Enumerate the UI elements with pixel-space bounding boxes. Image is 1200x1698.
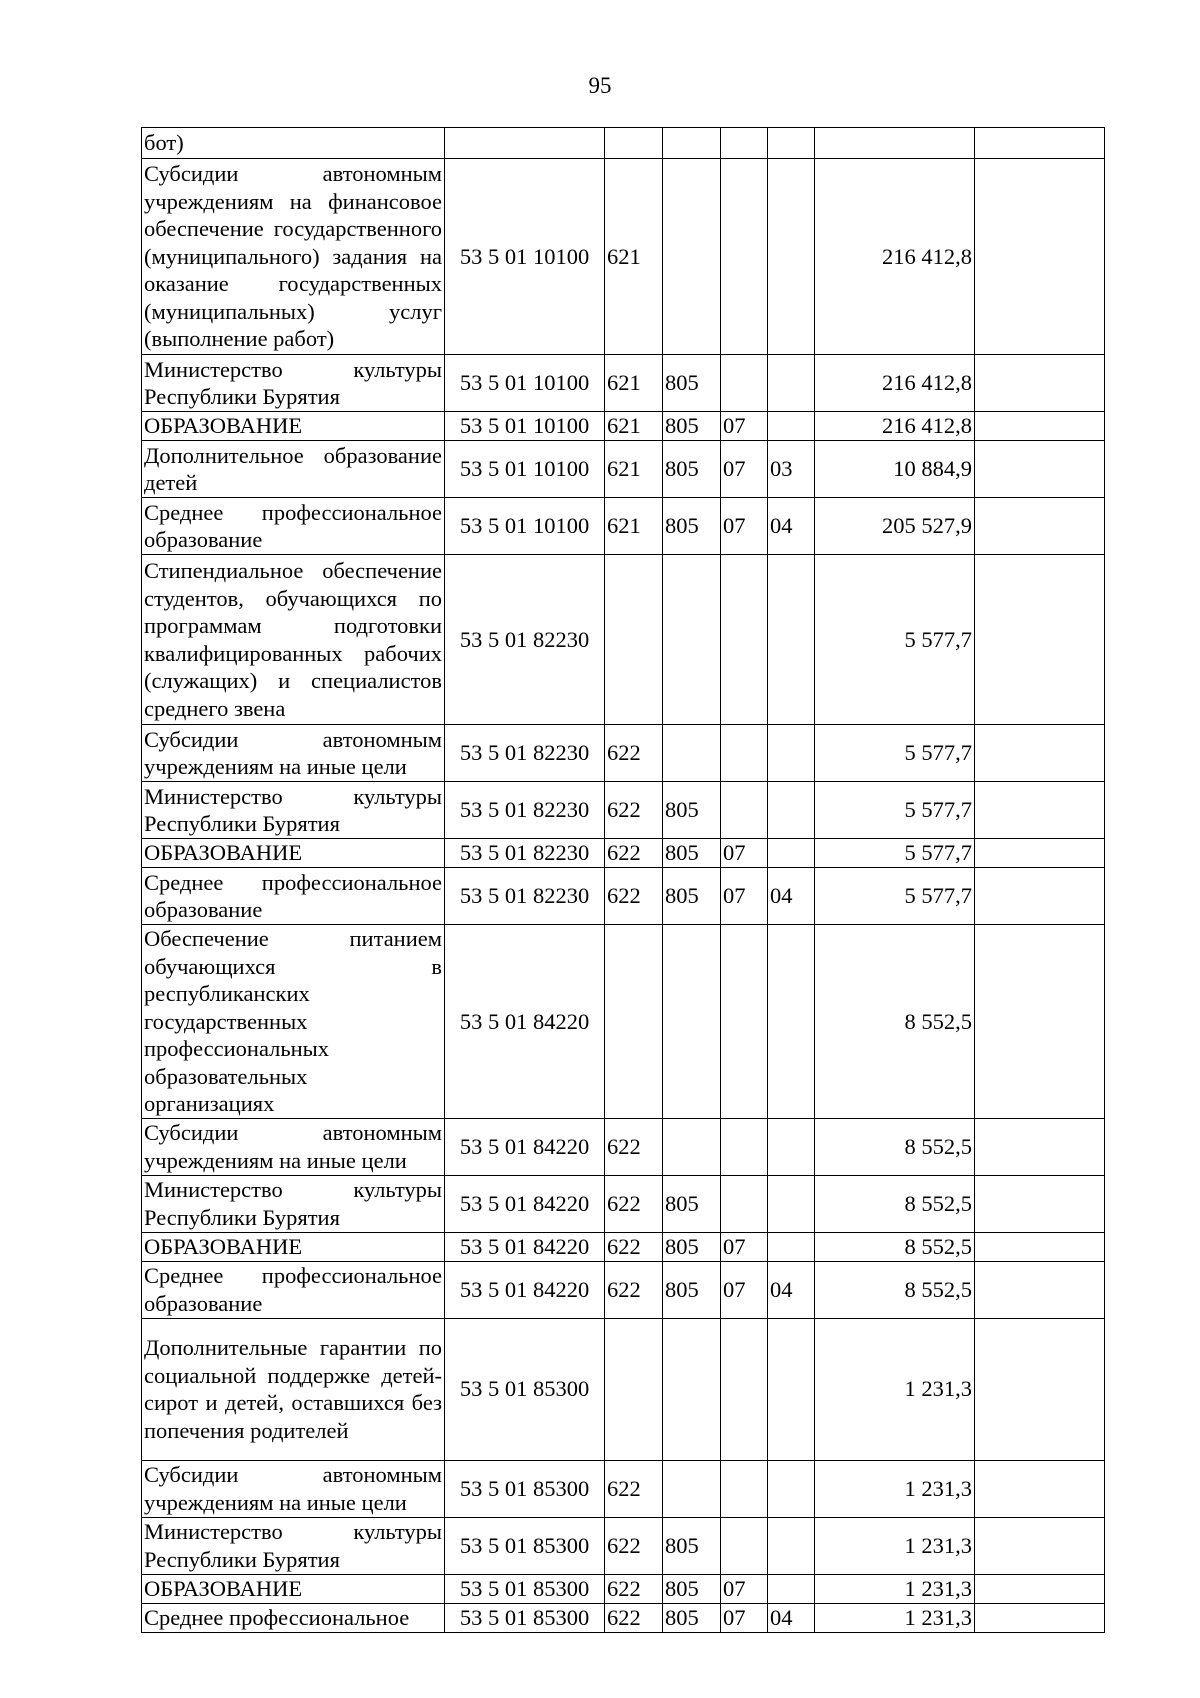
target-article-cell: 53 5 01 84220	[445, 1175, 605, 1232]
section-cell: 07	[721, 1261, 768, 1318]
ministry-code-cell	[663, 1460, 721, 1517]
amount-cell: 8 552,5	[815, 1118, 975, 1175]
ministry-code-cell	[663, 555, 721, 725]
amount-cell: 1 231,3	[815, 1460, 975, 1517]
expense-type-cell: 622	[605, 725, 663, 782]
section-cell	[721, 1318, 768, 1460]
row-name-cell: ОБРАЗОВАНИЕ	[142, 839, 445, 868]
target-article-cell: 53 5 01 82230	[445, 782, 605, 839]
section-cell	[721, 555, 768, 725]
expense-type-cell: 622	[605, 1574, 663, 1603]
expense-type-cell: 621	[605, 159, 663, 355]
target-article-cell: 53 5 01 84220	[445, 925, 605, 1119]
section-cell	[721, 1175, 768, 1232]
table-row	[142, 725, 1105, 782]
subsection-cell	[768, 1574, 815, 1603]
amount-cell: 1 231,3	[815, 1603, 975, 1632]
empty-cell	[975, 1603, 1105, 1632]
empty-cell	[975, 868, 1105, 925]
table-row	[142, 1318, 1105, 1460]
subsection-cell	[768, 725, 815, 782]
amount-cell: 216 412,8	[815, 355, 975, 412]
amount-cell: 5 577,7	[815, 725, 975, 782]
table-row	[142, 159, 1105, 355]
ministry-code-cell: 805	[663, 868, 721, 925]
table-body	[142, 128, 1105, 1633]
section-cell: 07	[721, 498, 768, 555]
table-row	[142, 498, 1105, 555]
subsection-cell	[768, 1460, 815, 1517]
table-row	[142, 782, 1105, 839]
expense-type-cell: 622	[605, 868, 663, 925]
subsection-cell	[768, 1175, 815, 1232]
section-cell: 07	[721, 1232, 768, 1261]
target-article-cell: 53 5 01 10100	[445, 498, 605, 555]
expense-type-cell: 622	[605, 782, 663, 839]
target-article-cell: 53 5 01 85300	[445, 1574, 605, 1603]
expense-type-cell: 622	[605, 1603, 663, 1632]
subsection-cell	[768, 1318, 815, 1460]
table-row	[142, 1574, 1105, 1603]
amount-cell: 216 412,8	[815, 412, 975, 441]
ministry-code-cell: 805	[663, 441, 721, 498]
table-row	[142, 1460, 1105, 1517]
table-row	[142, 128, 1105, 159]
target-article-cell: 53 5 01 85300	[445, 1517, 605, 1574]
amount-cell: 8 552,5	[815, 1261, 975, 1318]
table-row	[142, 1232, 1105, 1261]
empty-cell	[975, 725, 1105, 782]
amount-cell: 5 577,7	[815, 839, 975, 868]
section-cell: 07	[721, 868, 768, 925]
empty-cell	[975, 441, 1105, 498]
ministry-code-cell	[663, 1318, 721, 1460]
section-cell	[721, 1460, 768, 1517]
section-cell	[721, 128, 768, 159]
subsection-cell	[768, 355, 815, 412]
section-cell	[721, 1517, 768, 1574]
ministry-code-cell	[663, 725, 721, 782]
subsection-cell	[768, 925, 815, 1119]
expense-type-cell	[605, 1318, 663, 1460]
empty-cell	[975, 925, 1105, 1119]
expense-type-cell	[605, 128, 663, 159]
subsection-cell	[768, 839, 815, 868]
expense-type-cell: 621	[605, 412, 663, 441]
expense-type-cell: 622	[605, 1460, 663, 1517]
target-article-cell: 53 5 01 82230	[445, 839, 605, 868]
section-cell	[721, 355, 768, 412]
empty-cell	[975, 1460, 1105, 1517]
row-name-cell: Министерство культуры Республики Бурятия	[142, 355, 445, 412]
section-cell	[721, 725, 768, 782]
target-article-cell: 53 5 01 85300	[445, 1460, 605, 1517]
row-name-cell: Среднее профессиональное образование	[142, 868, 445, 925]
amount-cell: 5 577,7	[815, 868, 975, 925]
amount-cell: 1 231,3	[815, 1517, 975, 1574]
row-name-cell: ОБРАЗОВАНИЕ	[142, 1574, 445, 1603]
amount-cell: 8 552,5	[815, 1232, 975, 1261]
expense-type-cell: 622	[605, 1261, 663, 1318]
ministry-code-cell	[663, 1118, 721, 1175]
expense-type-cell	[605, 555, 663, 725]
page-number: 95	[588, 73, 612, 98]
expense-type-cell: 622	[605, 1232, 663, 1261]
row-name-cell: Дополнительное образование детей	[142, 441, 445, 498]
amount-cell: 5 577,7	[815, 555, 975, 725]
empty-cell	[975, 159, 1105, 355]
empty-cell	[975, 555, 1105, 725]
target-article-cell: 53 5 01 85300	[445, 1603, 605, 1632]
ministry-code-cell: 805	[663, 498, 721, 555]
table-row	[142, 868, 1105, 925]
expense-type-cell: 622	[605, 839, 663, 868]
target-article-cell: 53 5 01 82230	[445, 725, 605, 782]
table-row	[142, 1603, 1105, 1632]
subsection-cell: 04	[768, 498, 815, 555]
target-article-cell: 53 5 01 10100	[445, 441, 605, 498]
amount-cell: 216 412,8	[815, 159, 975, 355]
empty-cell	[975, 412, 1105, 441]
ministry-code-cell	[663, 159, 721, 355]
empty-cell	[975, 355, 1105, 412]
row-name-cell: Среднее профессиональное образование	[142, 1261, 445, 1318]
table-row	[142, 1175, 1105, 1232]
row-name-cell: ОБРАЗОВАНИЕ	[142, 412, 445, 441]
table-row	[142, 1517, 1105, 1574]
table-row	[142, 412, 1105, 441]
row-name-cell: Министерство культуры Республики Бурятия	[142, 782, 445, 839]
target-article-cell: 53 5 01 84220	[445, 1261, 605, 1318]
subsection-cell: 03	[768, 441, 815, 498]
target-article-cell: 53 5 01 82230	[445, 868, 605, 925]
amount-cell: 8 552,5	[815, 925, 975, 1119]
subsection-cell: 04	[768, 1261, 815, 1318]
target-article-cell: 53 5 01 10100	[445, 159, 605, 355]
target-article-cell: 53 5 01 84220	[445, 1118, 605, 1175]
row-name-cell: Субсидии автономным учреждениям на финансовое обеспечение государственного (муниципального) задания на оказание государственных (муниципальных) услуг (выполнение работ)	[142, 159, 445, 355]
section-cell	[721, 1118, 768, 1175]
target-article-cell: 53 5 01 10100	[445, 412, 605, 441]
ministry-code-cell: 805	[663, 412, 721, 441]
section-cell: 07	[721, 839, 768, 868]
subsection-cell	[768, 1517, 815, 1574]
row-name-cell: Субсидии автономным учреждениям на иные цели	[142, 1118, 445, 1175]
section-cell: 07	[721, 441, 768, 498]
ministry-code-cell	[663, 925, 721, 1119]
row-name-cell: ОБРАЗОВАНИЕ	[142, 1232, 445, 1261]
amount-cell: 1 231,3	[815, 1574, 975, 1603]
subsection-cell	[768, 1118, 815, 1175]
subsection-cell	[768, 159, 815, 355]
section-cell	[721, 925, 768, 1119]
row-name-cell: Среднее профессиональное	[142, 1603, 445, 1632]
subsection-cell	[768, 128, 815, 159]
expense-type-cell: 621	[605, 441, 663, 498]
expense-type-cell: 622	[605, 1175, 663, 1232]
section-cell: 07	[721, 1603, 768, 1632]
section-cell	[721, 159, 768, 355]
ministry-code-cell: 805	[663, 1603, 721, 1632]
subsection-cell	[768, 782, 815, 839]
empty-cell	[975, 1232, 1105, 1261]
empty-cell	[975, 128, 1105, 159]
empty-cell	[975, 1261, 1105, 1318]
amount-cell: 10 884,9	[815, 441, 975, 498]
amount-cell: 205 527,9	[815, 498, 975, 555]
ministry-code-cell: 805	[663, 355, 721, 412]
subsection-cell	[768, 1232, 815, 1261]
empty-cell	[975, 1517, 1105, 1574]
expense-type-cell: 622	[605, 1118, 663, 1175]
empty-cell	[975, 498, 1105, 555]
ministry-code-cell: 805	[663, 839, 721, 868]
section-cell: 07	[721, 412, 768, 441]
ministry-code-cell: 805	[663, 782, 721, 839]
expense-type-cell: 621	[605, 355, 663, 412]
section-cell	[721, 782, 768, 839]
empty-cell	[975, 1118, 1105, 1175]
amount-cell	[815, 128, 975, 159]
row-name-cell: Среднее профессиональное образование	[142, 498, 445, 555]
ministry-code-cell: 805	[663, 1517, 721, 1574]
row-name-cell: Субсидии автономным учреждениям на иные цели	[142, 725, 445, 782]
row-name-cell: Обеспечение питанием обучающихся в республиканских государственных профессиональных образовательных организациях	[142, 925, 445, 1119]
table-row	[142, 355, 1105, 412]
target-article-cell: 53 5 01 10100	[445, 355, 605, 412]
subsection-cell	[768, 555, 815, 725]
table-row	[142, 1118, 1105, 1175]
ministry-code-cell: 805	[663, 1232, 721, 1261]
expense-type-cell: 621	[605, 498, 663, 555]
table-row	[142, 1261, 1105, 1318]
target-article-cell: 53 5 01 85300	[445, 1318, 605, 1460]
table-row	[142, 555, 1105, 725]
budget-table	[141, 127, 1105, 1633]
target-article-cell: 53 5 01 84220	[445, 1232, 605, 1261]
table-row	[142, 441, 1105, 498]
empty-cell	[975, 1318, 1105, 1460]
row-name-cell: Субсидии автономным учреждениям на иные цели	[142, 1460, 445, 1517]
expense-type-cell	[605, 925, 663, 1119]
row-name-cell: Министерство культуры Республики Бурятия	[142, 1517, 445, 1574]
empty-cell	[975, 1574, 1105, 1603]
expense-type-cell: 622	[605, 1517, 663, 1574]
table-row	[142, 925, 1105, 1119]
amount-cell: 1 231,3	[815, 1318, 975, 1460]
empty-cell	[975, 839, 1105, 868]
table-row	[142, 839, 1105, 868]
ministry-code-cell: 805	[663, 1175, 721, 1232]
subsection-cell: 04	[768, 868, 815, 925]
subsection-cell	[768, 412, 815, 441]
ministry-code-cell: 805	[663, 1574, 721, 1603]
row-name-cell: Дополнительные гарантии по социальной поддержке детей-сирот и детей, оставшихся без попечения родителей	[142, 1318, 445, 1460]
target-article-cell	[445, 128, 605, 159]
subsection-cell: 04	[768, 1603, 815, 1632]
ministry-code-cell: 805	[663, 1261, 721, 1318]
empty-cell	[975, 782, 1105, 839]
target-article-cell: 53 5 01 82230	[445, 555, 605, 725]
ministry-code-cell	[663, 128, 721, 159]
section-cell: 07	[721, 1574, 768, 1603]
row-name-cell: Стипендиальное обеспечение студентов, обучающихся по программам подготовки квалифицированных рабочих (служащих) и специалистов среднего звена	[142, 555, 445, 725]
amount-cell: 8 552,5	[815, 1175, 975, 1232]
row-name-cell: Министерство культуры Республики Бурятия	[142, 1175, 445, 1232]
amount-cell: 5 577,7	[815, 782, 975, 839]
row-name-cell: бот)	[142, 128, 445, 159]
empty-cell	[975, 1175, 1105, 1232]
